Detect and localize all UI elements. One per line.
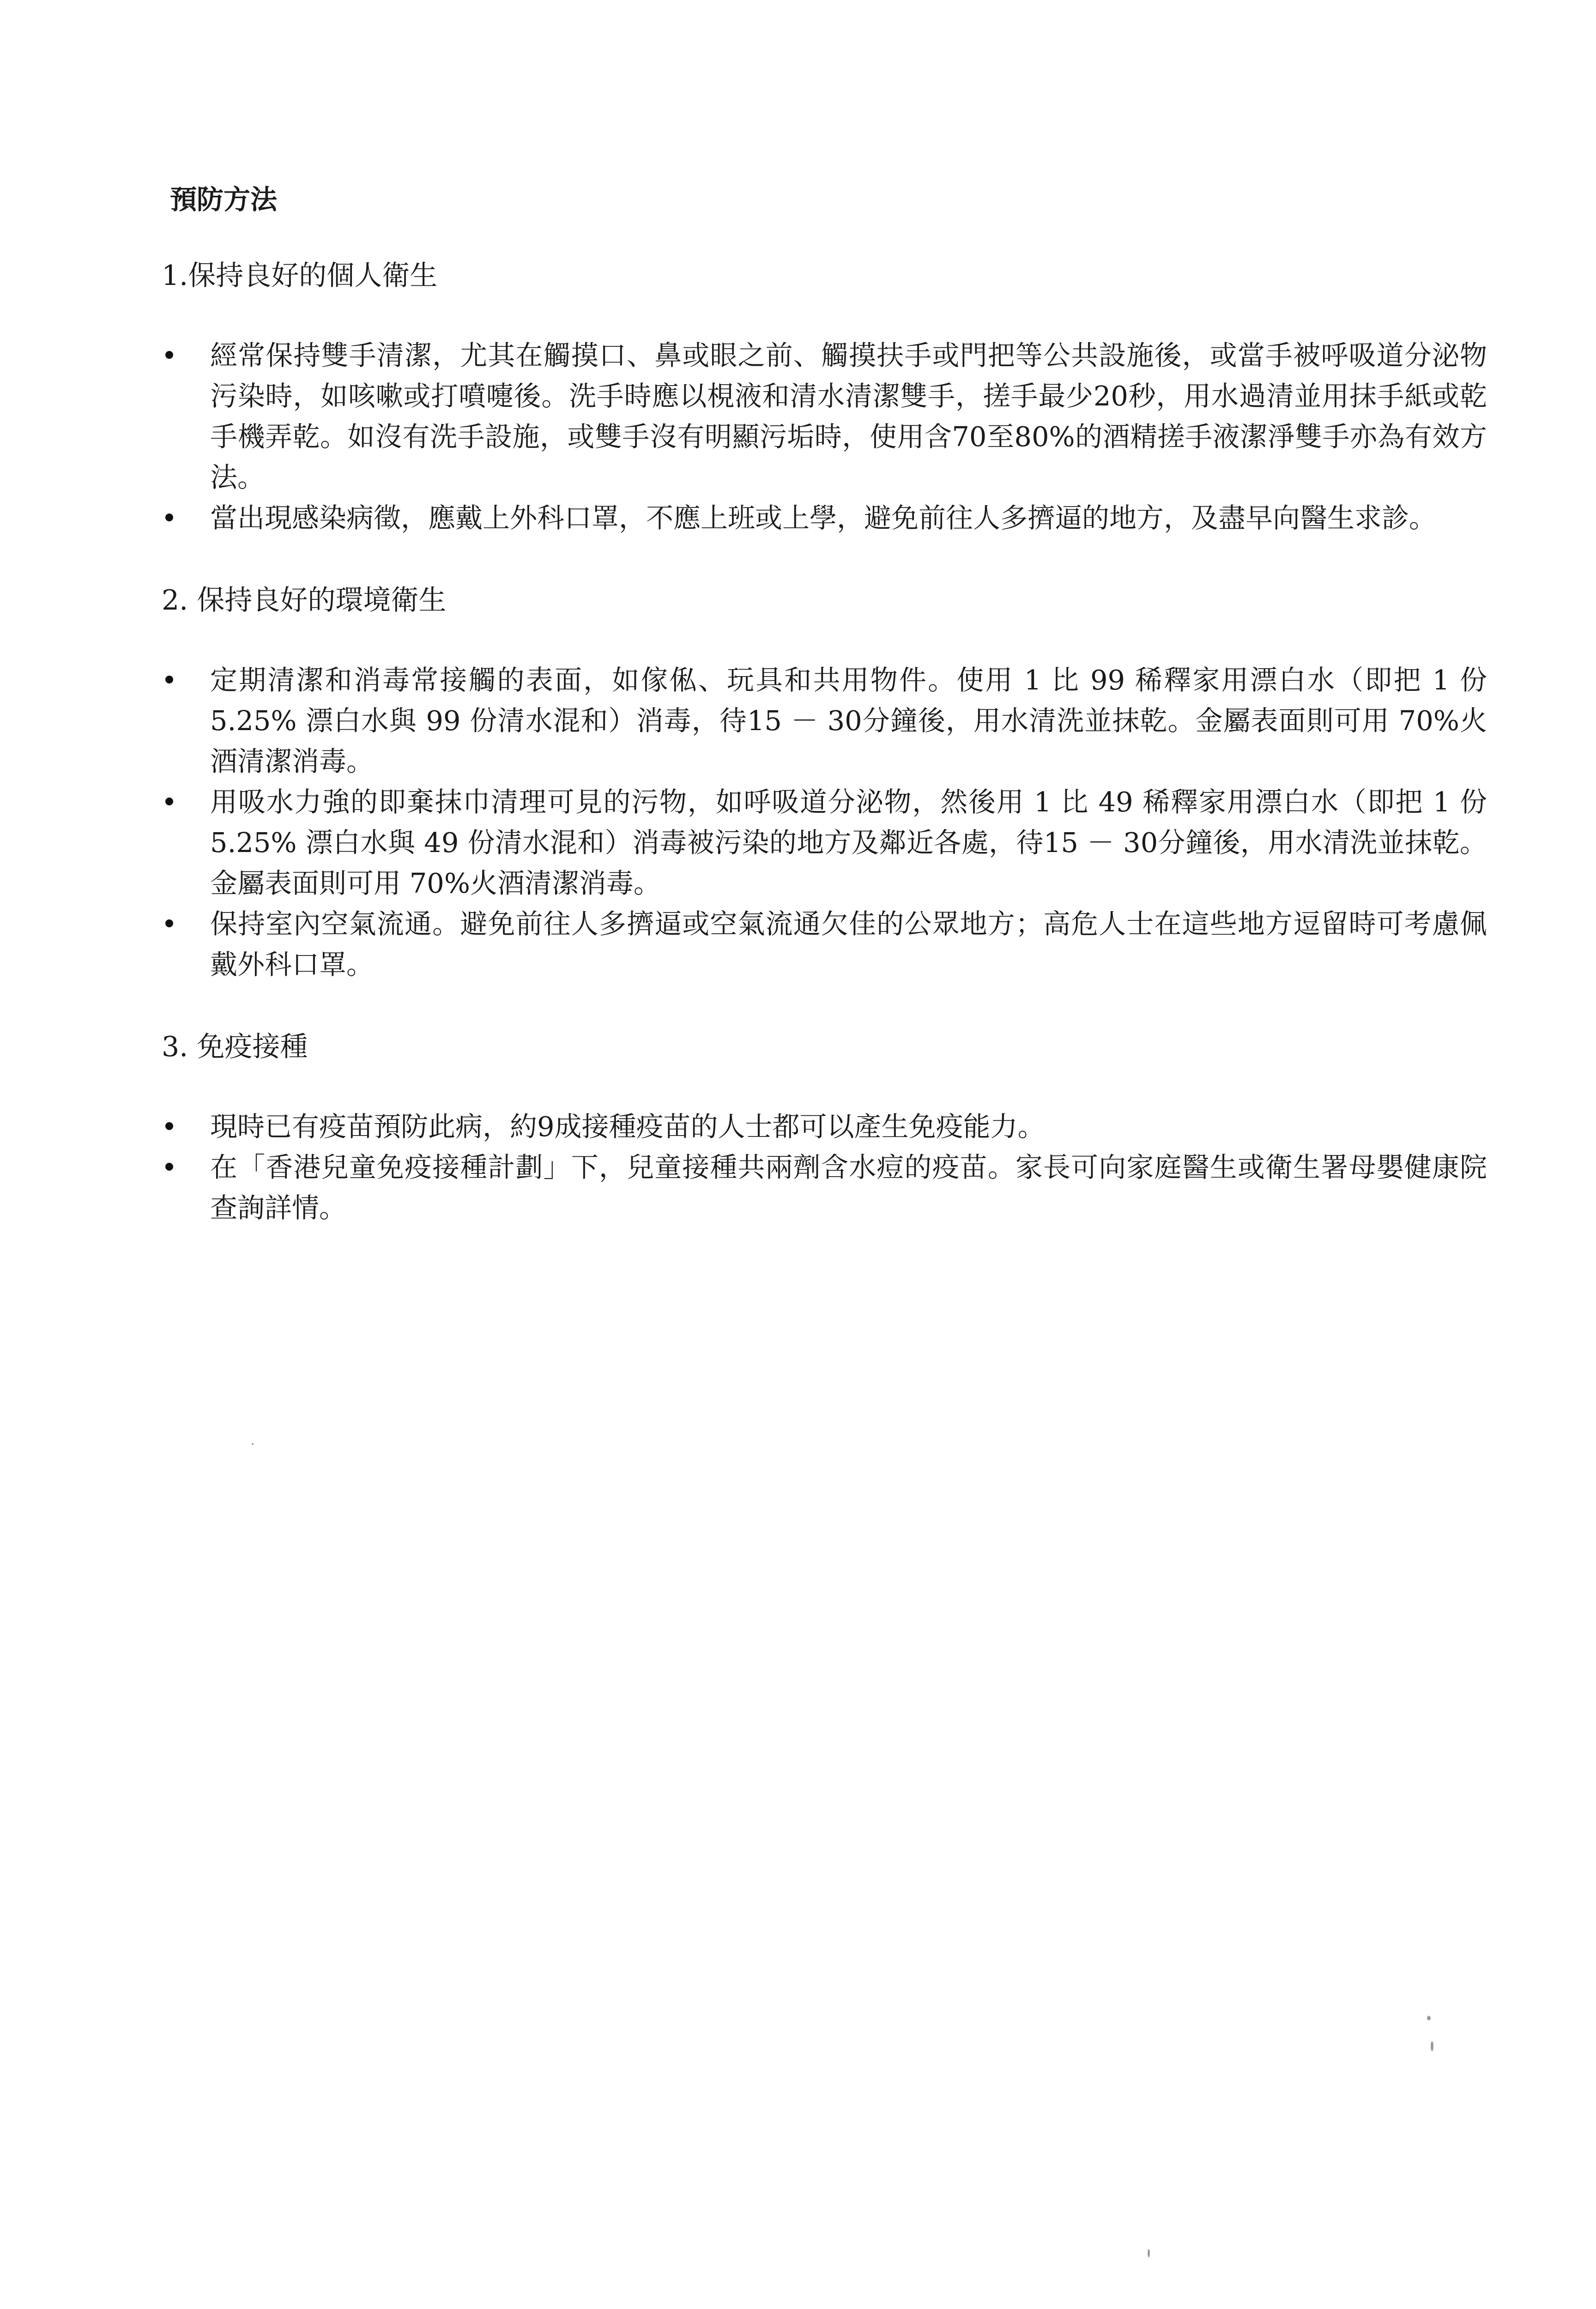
- scan-speck: [1148, 2249, 1150, 2257]
- bullet-list-personal-hygiene: [157, 335, 1487, 538]
- list-item: [157, 498, 1487, 538]
- list-item: [157, 1147, 1487, 1228]
- bullet-icon: [165, 351, 173, 359]
- list-item: [157, 1106, 1487, 1147]
- bullet-list-immunisation: [157, 1106, 1487, 1228]
- bullet-icon: [165, 1122, 173, 1130]
- scan-speck: [1427, 2016, 1431, 2020]
- list-item-text: 當出現感染病徵，應戴上外科口罩，不應上班或上學，避免前往人多擠逼的地方，及盡早向醫生求診。: [210, 502, 1437, 534]
- list-item-text: 定期清潔和消毒常接觸的表面，如傢俬、玩具和共用物件。使用 1 比 99 稀釋家用漂白水（即把 1 份 5.25% 漂白水與 99 份清水混和）消毒，待15 － 30分鐘後，用水清洗並抹乾。金屬表面則可用 70%火酒清潔消毒。: [210, 664, 1487, 778]
- scan-speck: [252, 1443, 254, 1445]
- bullet-icon: [165, 1163, 173, 1171]
- list-item: [157, 335, 1487, 498]
- section-heading-personal-hygiene: 1.保持良好的個人衛生: [162, 260, 438, 292]
- bullet-icon: [165, 798, 173, 805]
- list-item-text: 在「香港兒童免疫接種計劃」下，兒童接種共兩劑含水痘的疫苗。家長可向家庭醫生或衛生署母嬰健康院查詢詳情。: [210, 1151, 1487, 1224]
- document-body: [157, 182, 1487, 1272]
- list-item-text: 用吸水力強的即棄抹巾清理可見的污物，如呼吸道分泌物，然後用 1 比 49 稀釋家用漂白水（即把 1 份 5.25% 漂白水與 49 份清水混和）消毒被污染的地方及鄰近各處，待15 － 30分鐘後，用水清洗並抹乾。金屬表面則可用 70%火酒清潔消毒。: [210, 786, 1487, 900]
- list-item: [157, 660, 1487, 782]
- list-item-text: 經常保持雙手清潔，尤其在觸摸口、鼻或眼之前、觸摸扶手或門把等公共設施後，或當手被呼吸道分泌物污染時，如咳嗽或打噴嚏後。洗手時應以梘液和清水清潔雙手，搓手最少20秒，用水過清並用抹手紙或乾手機弄乾。如沒有洗手設施，或雙手沒有明顯污垢時，使用含70至80%的酒精搓手液潔淨雙手亦為有效方法。: [210, 339, 1487, 494]
- list-item-text: 現時已有疫苗預防此病，約9成接種疫苗的人士都可以產生免疫能力。: [210, 1111, 1045, 1143]
- bullet-icon: [165, 676, 173, 683]
- section-heading-environmental-hygiene: 2. 保持良好的環境衛生: [162, 584, 447, 617]
- section-heading-immunisation: 3. 免疫接種: [162, 1031, 308, 1064]
- bullet-icon: [165, 919, 173, 927]
- scan-speck: [1431, 2041, 1433, 2051]
- list-item: [157, 782, 1487, 904]
- list-item: [157, 904, 1487, 985]
- bullet-icon: [165, 514, 173, 521]
- bullet-list-environmental-hygiene: [157, 660, 1487, 985]
- document-title: 預防方法: [170, 184, 278, 215]
- list-item-text: 保持室內空氣流通。避免前往人多擠逼或空氣流通欠佳的公眾地方；高危人士在這些地方逗留時可考慮佩戴外科口罩。: [210, 908, 1487, 981]
